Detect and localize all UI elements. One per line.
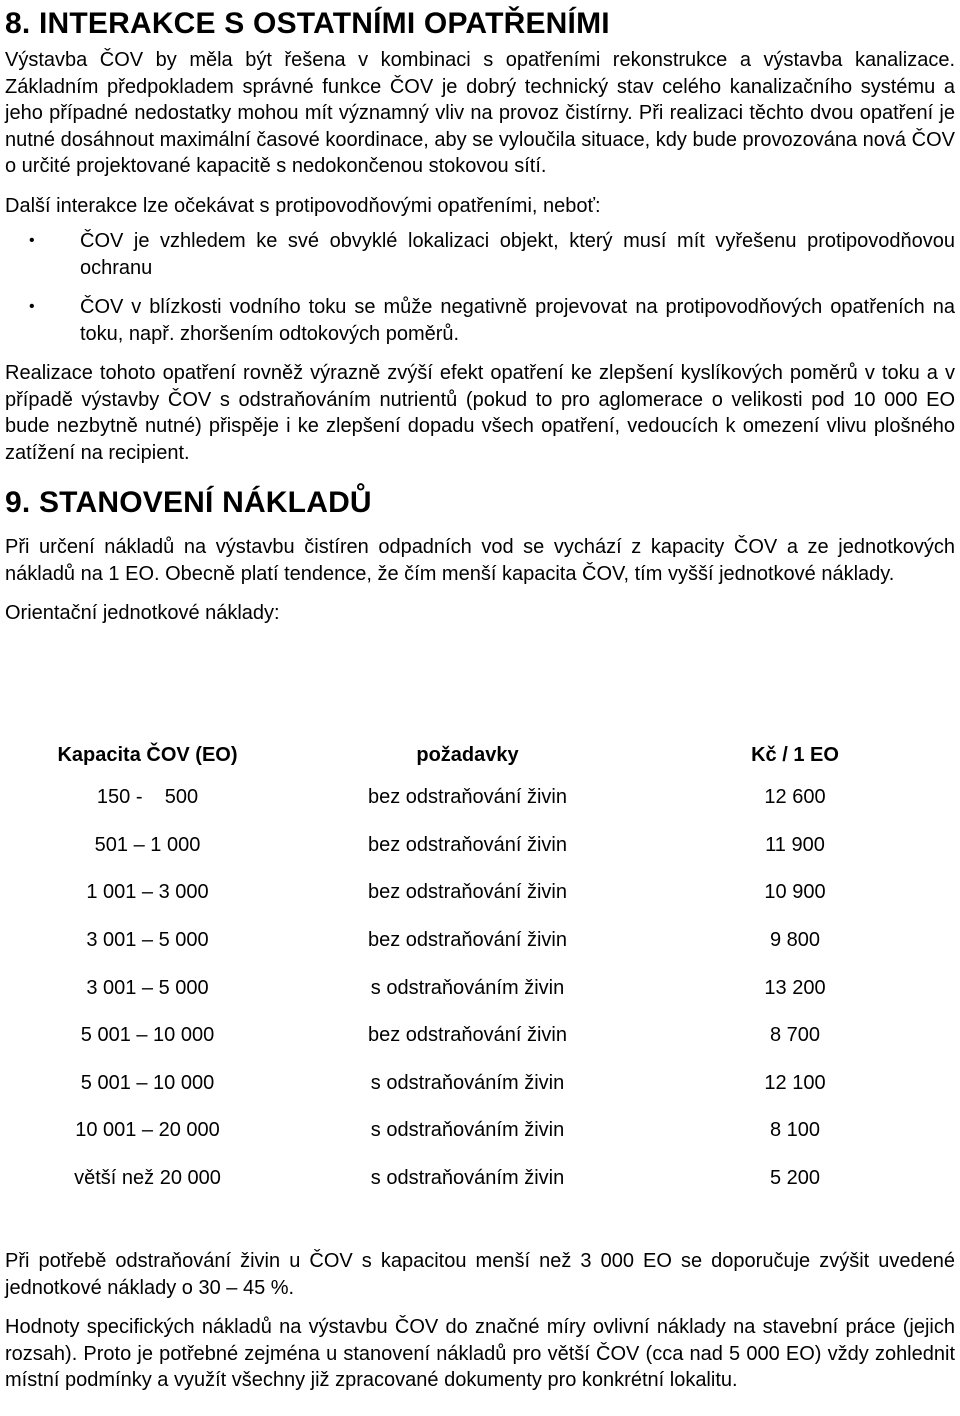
requirements-cell: s odstraňováním živin (370, 976, 565, 999)
cost-cell: 9 800 (769, 929, 821, 952)
table-row (0, 1060, 950, 1108)
table-row (0, 1107, 950, 1155)
column-header-requirements: požadavky (416, 743, 519, 766)
flood-interaction-list (5, 228, 955, 347)
list-item (5, 228, 955, 281)
cost-cell: 10 900 (764, 881, 826, 904)
requirements-cell: s odstraňováním živin (370, 1167, 565, 1190)
list-item-text: ČOV je vzhledem ke své obvyklé lokalizaci objekt, který musí mít vyřešenu protipovodňovou ochranu (80, 230, 955, 279)
cost-cell: 5 200 (769, 1167, 821, 1190)
section-8-paragraph-1: Výstavba ČOV by měla být řešena v kombinaci s opatřeními rekonstrukce a výstavba kanalizace. Základním předpokladem správné funkce ČOV je dobrý technický stav celého kanalizačního systému a jeho případné nedostatky mohou mít významný vliv na provoz čistírny. Při realizaci těchto dvou opatření je nutné dosáhnout maximální časové koordinace, aby se vyloučila situace, kdy bude provozována nová ČOV o určité projektované kapacitě s nedokončenou stokovou sítí. (5, 49, 955, 177)
column-header-capacity: Kapacita ČOV (EO) (57, 743, 238, 766)
closing-notes (5, 1248, 955, 1394)
section-8-heading: 8. INTERAKCE S OSTATNÍMI OPATŘENÍMI (5, 7, 610, 40)
cost-cell: 13 200 (764, 976, 826, 999)
requirements-cell: bez odstraňování živin (367, 1024, 567, 1047)
section-8-paragraph-2: Další interakce lze očekávat s protipovodňovými opatřeními, neboť: (5, 194, 601, 217)
unit-cost-table (0, 736, 950, 1202)
cost-cell: 11 900 (765, 833, 825, 856)
cost-cell: 8 700 (769, 1024, 821, 1047)
column-header-cost: Kč / 1 EO (751, 743, 839, 766)
table-row (0, 964, 950, 1012)
closing-paragraph-1: Při potřebě odstraňování živin u ČOV s kapacitou menší než 3 000 EO se doporučuje zvýšit uvedené jednotkové náklady o 30 – 45 %. (5, 1250, 955, 1299)
requirements-cell: s odstraňováním živin (370, 1119, 565, 1142)
cost-cell: 8 100 (769, 1119, 821, 1142)
table-row (0, 774, 950, 822)
section-9-paragraph-2: Orientační jednotkové náklady: (5, 602, 280, 624)
table-row (0, 917, 950, 965)
table-row (0, 869, 950, 917)
capacity-cell: 3 001 – 5 000 (86, 929, 209, 952)
table-row (0, 822, 950, 870)
capacity-cell: větší než 20 000 (74, 1167, 221, 1190)
section-8-paragraph-3: Realizace tohoto opatření rovněž výrazně zvýší efekt opatření ke zlepšení kyslíkových poměrů v toku a v případě výstavby ČOV s odstraňováním nutrientů (pokud to pro aglomerace o velikosti pod 10 000 EO bude nezbytně nutné) přispěje i ke zlepšení dopadu všech opatření, vedoucích k omezení vlivu plošného zatížení na recipient. (5, 362, 955, 464)
closing-paragraph-2: Hodnoty specifických nákladů na výstavbu ČOV do značné míry ovlivní náklady na stavební práce (jejich rozsah). Proto je potřebné zejména u stanovení nákladů pro větší ČOV (cca nad 5 000 EO) vždy zohlednit místní podmínky a využít všechny již zpracované dokumenty pro konkrétní lokalitu. (5, 1316, 955, 1391)
section-9-paragraph-1: Při určení nákladů na výstavbu čistíren odpadních vod se vychází z kapacity ČOV a ze jednotkových nákladů na 1 EO. Obecně platí tendence, že čím menší kapacita ČOV, tím vyšší jednotkové náklady. (5, 536, 955, 585)
requirements-cell: s odstraňováním živin (370, 1071, 565, 1094)
capacity-cell: 10 001 – 20 000 (75, 1119, 220, 1142)
requirements-cell: bez odstraňování živin (367, 929, 567, 952)
cost-cell: 12 600 (764, 786, 826, 809)
list-item (5, 294, 955, 347)
bullet-icon: • (29, 298, 35, 315)
requirements-cell: bez odstraňování živin (367, 786, 567, 809)
table-row (0, 1155, 950, 1203)
capacity-cell: 1 001 – 3 000 (86, 881, 209, 904)
section-9-heading: 9. STANOVENÍ NÁKLADŮ (5, 486, 372, 519)
capacity-cell: 150 - 500 (96, 786, 199, 809)
capacity-cell: 5 001 – 10 000 (80, 1071, 215, 1094)
cost-cell: 12 100 (764, 1071, 826, 1094)
requirements-cell: bez odstraňování živin (367, 833, 567, 856)
capacity-cell: 501 – 1 000 (94, 833, 201, 856)
table-row (0, 1012, 950, 1060)
list-item-text: ČOV v blízkosti vodního toku se může negativně projevovat na protipovodňových opatřeních na toku, např. zhoršením odtokových poměrů. (80, 296, 955, 345)
requirements-cell: bez odstraňování živin (367, 881, 567, 904)
table-header-row (0, 736, 950, 774)
capacity-cell: 3 001 – 5 000 (86, 976, 209, 999)
bullet-icon: • (29, 232, 35, 249)
capacity-cell: 5 001 – 10 000 (80, 1024, 215, 1047)
document-page (5, 0, 955, 627)
